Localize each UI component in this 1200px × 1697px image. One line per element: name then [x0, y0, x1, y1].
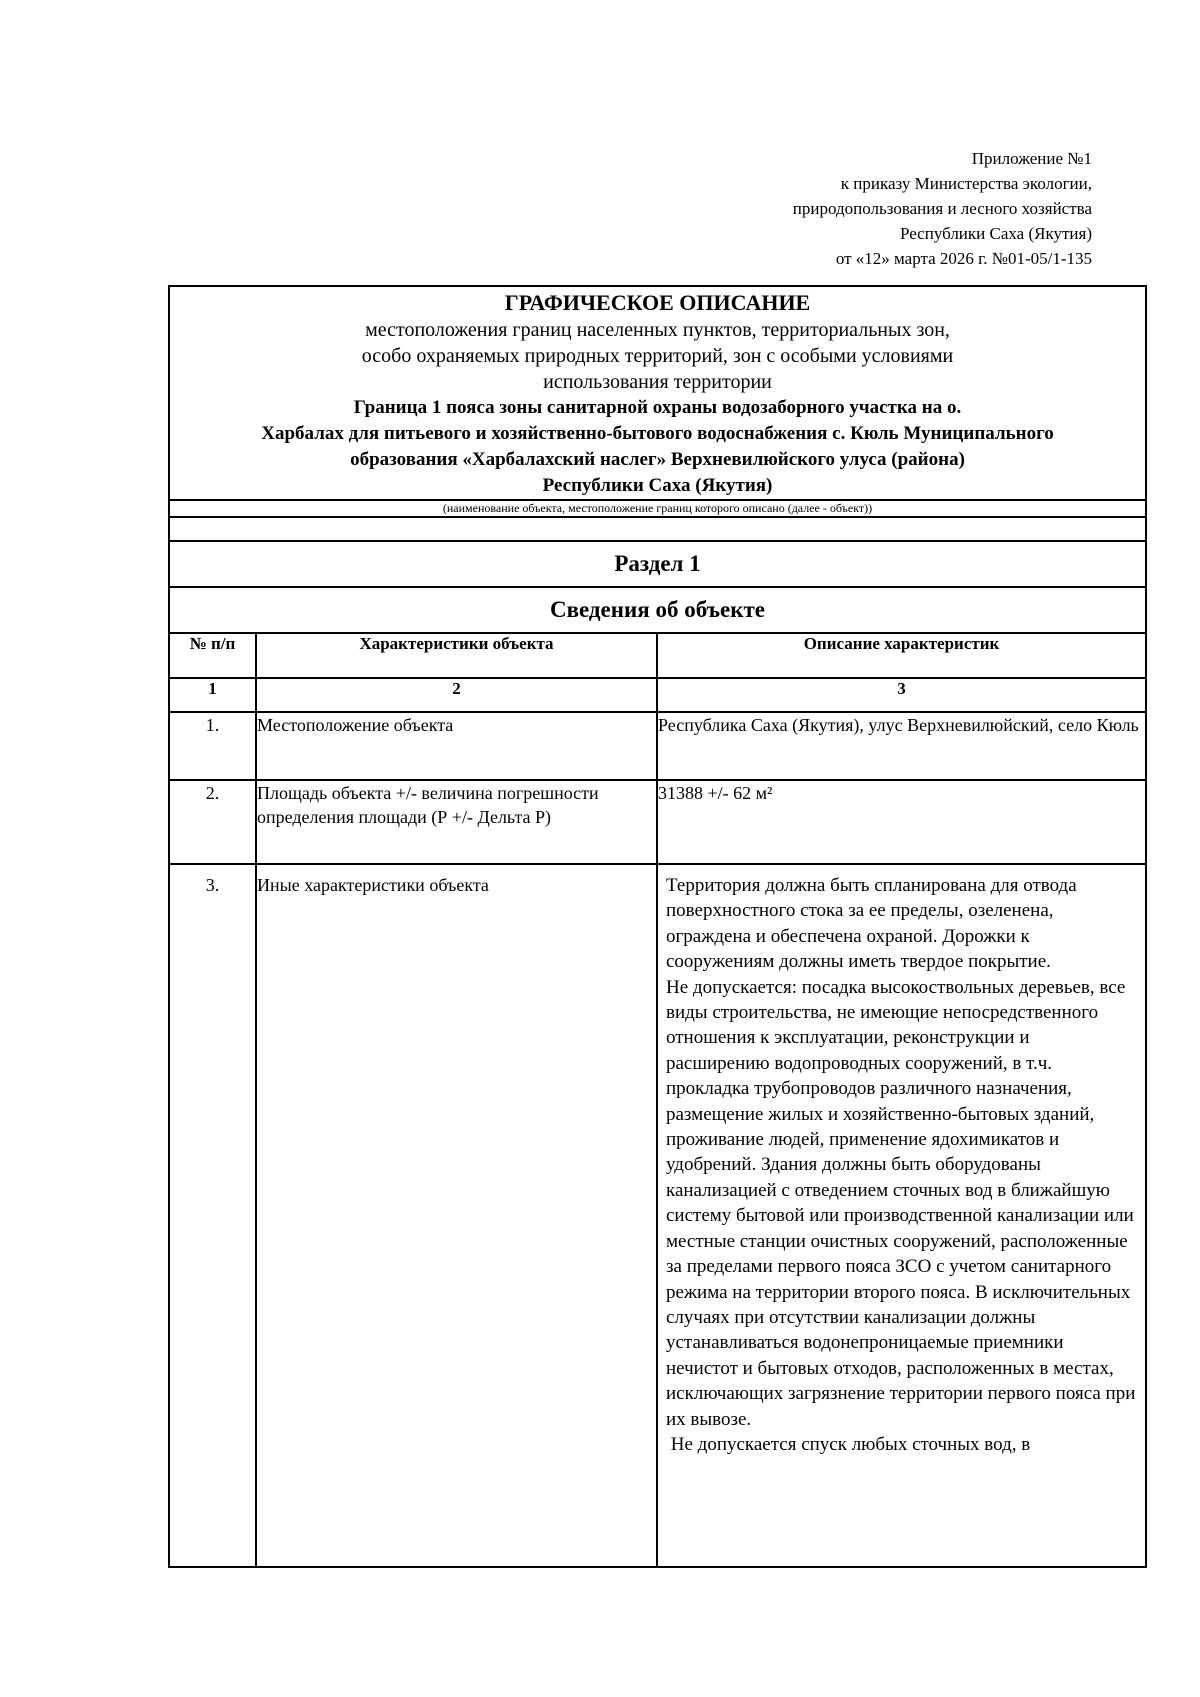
empty-row: [169, 517, 1146, 541]
column-header-number: № п/п: [169, 633, 256, 678]
note-row: [169, 500, 1146, 517]
annex-line: к приказу Министерства экологии,: [840, 174, 1092, 193]
row-description: 31388 +/- 62 м²: [657, 780, 1146, 864]
column-number-row: [169, 678, 1146, 712]
subtitle-line: местоположения границ населенных пунктов, территориальных зон,: [365, 319, 950, 341]
annex-line: от «12» марта 2026 г. №01-05/1-135: [835, 249, 1092, 268]
section-row: [169, 541, 1146, 587]
row-number: 1.: [169, 712, 256, 780]
annex-line: Республики Саха (Якутия): [899, 224, 1092, 243]
object-name-line: Граница 1 пояса зоны санитарной охраны водозаборного участка на о.: [353, 397, 962, 418]
row-description: Республика Саха (Якутия), улус Верхневилюйский, село Кюль: [657, 712, 1146, 780]
column-number: 1: [169, 678, 256, 712]
description-paragraph: Не допускается: посадка высокоствольных деревьев, все виды строительства, не имеющие непосредственного отношения к эксплуатации, реконструкции и расширению водопроводных сооружений, в т.ч. прокладка трубопроводов различного назначения, размещение жилых и хозяйственно-бытовых зданий, проживание людей, применение ядохимикатов и удобрений. Здания должны быть оборудованы канализацией с отведением сточных вод в ближайшую систему бытовой или производственной канализации или местные станции очистных сооружений, расположенные за пределами первого пояса ЗСО с учетом санитарного режима на территории второго пояса. В исключительных случаях при отсутствии канализации должны устанавливаться водонепроницаемые приемники нечистот и бытовых отходов, расположенных в местах, исключающих загрязнение территории первого пояса при их вывозе.: [666, 976, 1136, 1430]
empty-cell: [169, 517, 1146, 541]
description-paragraph: Территория должна быть спланирована для отвода поверхностного стока за ее пределы, озеленена, ограждена и обеспечена охраной. Дорожки к сооружениям должны иметь твердое покрытие.: [666, 875, 1077, 973]
subtitle-line: использования территории: [543, 371, 772, 393]
row-number: 3.: [169, 864, 256, 1567]
section-subtitle: Сведения об объекте: [169, 587, 1146, 633]
row-characteristic: Местоположение объекта: [256, 712, 657, 780]
header-cell: [169, 286, 1146, 500]
object-name-note: (наименование объекта, местоположение границ которого описано (далее - объект)): [169, 500, 1146, 517]
annex-line: Приложение №1: [971, 149, 1092, 168]
column-number: 3: [657, 678, 1146, 712]
description-text: [658, 865, 1145, 1457]
column-header-row: [169, 633, 1146, 678]
section-subtitle-row: [169, 587, 1146, 633]
annex-line: природопользования и лесного хозяйства: [792, 199, 1092, 218]
row-number: 2.: [169, 780, 256, 864]
object-name-line: Республики Саха (Якутия): [542, 475, 773, 496]
column-number: 2: [256, 678, 657, 712]
table-row: [169, 712, 1146, 780]
row-characteristic: Площадь объекта +/- величина погрешности определения площади (Р +/- Дельта Р): [256, 780, 657, 864]
annex-reference: [793, 146, 1092, 271]
graphic-description-table: [168, 285, 1147, 1568]
document-title: ГРАФИЧЕСКОЕ ОПИСАНИЕ: [504, 290, 811, 315]
object-name-line: образования «Харбалахский наслег» Верхневилюйского улуса (района): [350, 449, 965, 470]
table-row: [169, 864, 1146, 1567]
section-title: Раздел 1: [169, 541, 1146, 587]
row-characteristic: Иные характеристики объекта: [256, 864, 657, 1567]
row-description: [657, 864, 1146, 1567]
description-paragraph: Не допускается спуск любых сточных вод, в: [666, 1433, 1031, 1455]
column-header-description: Описание характеристик: [657, 633, 1146, 678]
subtitle-line: особо охраняемых природных территорий, зон с особыми условиями: [361, 345, 954, 367]
object-name-line: Харбалах для питьевого и хозяйственно-бытового водоснабжения с. Кюль Муниципального: [261, 423, 1054, 444]
header-row: [169, 286, 1146, 500]
column-header-characteristic: Характеристики объекта: [256, 633, 657, 678]
table-row: [169, 780, 1146, 864]
